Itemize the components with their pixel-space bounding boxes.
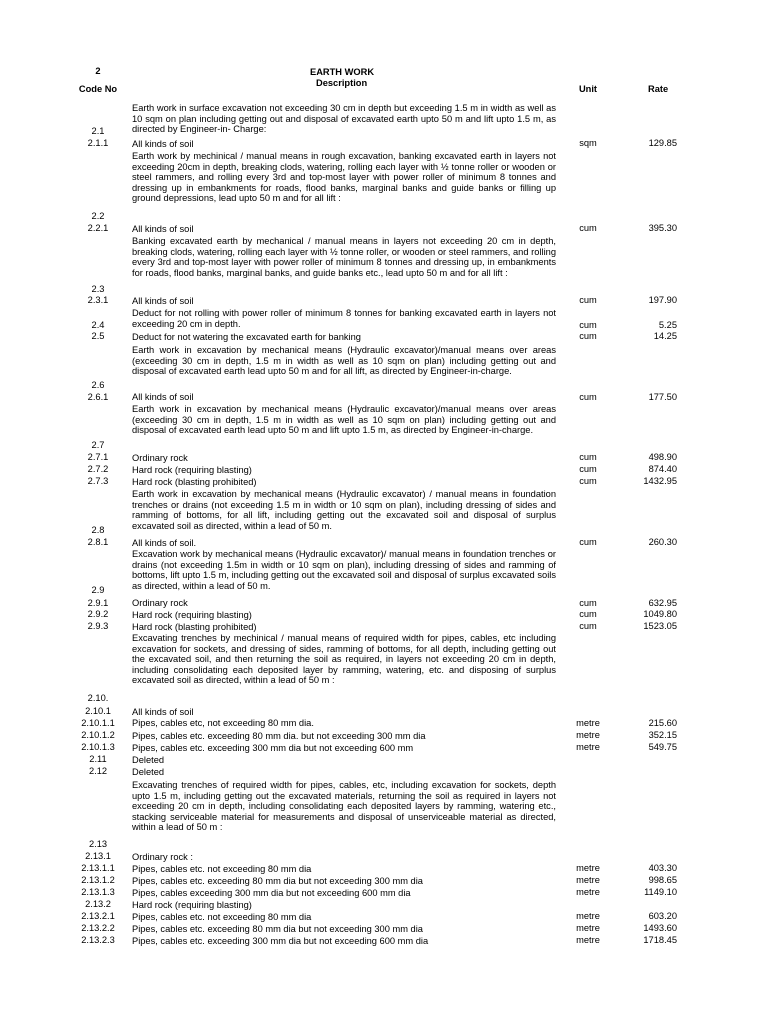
item-unit: metre: [576, 923, 600, 933]
item-code: 2.13.2.2: [81, 923, 115, 933]
item-description: Ordinary rock: [132, 598, 188, 608]
item-unit: metre: [576, 875, 600, 885]
item-code: 2.9.1: [87, 598, 109, 608]
item-rate: 603.20: [648, 911, 677, 921]
item-unit: sqm: [579, 138, 597, 148]
item-code: 2.3: [91, 284, 105, 294]
item-description: Deduct for not watering the excavated earth for banking: [132, 332, 361, 342]
item-rate: 177.50: [648, 392, 677, 402]
item-rate: 352.15: [648, 730, 677, 740]
item-description: Pipes, cables etc. exceeding 300 mm dia but not exceeding 600 mm dia: [132, 936, 429, 946]
item-rate: 1432.95: [643, 476, 677, 486]
item-code: 2.9.2: [87, 609, 109, 619]
item-unit: cum: [579, 464, 597, 474]
item-rate: 215.60: [648, 718, 677, 728]
item-code: 2.10.1.2: [81, 730, 115, 740]
item-code: 2.8: [91, 525, 105, 535]
item-description: Excavating trenches by mechinical / manual means of required width for pipes, cables, etc including excavation for sockets, and dressing of sides, ramming of bottoms, for all depth, including getting out the excavated soil, and then returning the soil as required, in layers not exceeding 20 cm in depth, including consolidating each deposited layer by ramming, watering, etc. and disposing of surplus excavated soil as directed, within a lead of 50 m :: [132, 633, 556, 686]
item-rate: 395.30: [648, 223, 677, 233]
item-code: 2.12: [88, 766, 108, 776]
item-unit: metre: [576, 718, 600, 728]
item-code: 2.6: [91, 380, 105, 390]
item-rate: 403.30: [648, 863, 677, 873]
item-code: 2.13: [88, 839, 108, 849]
item-description: All kinds of soil: [132, 139, 194, 149]
item-description: Pipes, cables etc. exceeding 80 mm dia but not exceeding 300 mm dia: [132, 876, 423, 886]
item-unit: cum: [579, 476, 597, 486]
item-description: All kinds of soil.: [132, 538, 197, 548]
item-description: Excavating trenches of required width for pipes, cables, etc, including excavation for sockets, depth upto 1.5 m, including getting out the excavated materials, returning the soil as required in layers not exceeding 20 cm in depth, including consolidating each deposited layers by ramming, watering etc., stacking serviceable material for measurements and disposal of unserviceable material as directed, within a lead of 50 m :: [132, 780, 556, 833]
item-rate: 1049.80: [643, 609, 677, 619]
item-code: 2.7: [91, 440, 105, 450]
item-description: All kinds of soil: [132, 392, 194, 402]
item-description: Hard rock (requiring blasting): [132, 610, 252, 620]
item-unit: cum: [579, 295, 597, 305]
item-description: Excavation work by mechanical means (Hydraulic excavator)/ manual means in foundation trenches or drains (not exceeding 1.5m in width or 10 sqm on plan), including dressing of sides and ramming of bottoms, lift upto 1.5 m, including getting out the excavated soil and disposal of surplus excavated soils as directed, within a lead of 50 m.: [132, 549, 556, 591]
item-description: All kinds of soil: [132, 224, 194, 234]
item-description: Ordinary rock: [132, 453, 188, 463]
item-code: 2.7.2: [87, 464, 109, 474]
item-description: Pipes, cables etc. not exceeding 80 mm dia: [132, 864, 312, 874]
item-description: Pipes, cables etc, not exceeding 80 mm dia.: [132, 718, 314, 728]
item-description: Pipes, cables etc. exceeding 80 mm dia. but not exceeding 300 mm dia: [132, 731, 426, 741]
item-code: 2.9: [91, 585, 105, 595]
item-description: Hard rock (blasting prohibited): [132, 622, 257, 632]
section-title: EARTH WORK: [310, 67, 375, 77]
item-description: Deduct for not rolling with power roller of minimum 8 tonnes for banking excavated earth in layers not exceeding 20 cm in depth.: [132, 308, 556, 329]
item-code: 2.2.1: [87, 223, 109, 233]
item-rate: 129.85: [648, 138, 677, 148]
item-code: 2.13.2.1: [81, 911, 115, 921]
item-rate: 1718.45: [643, 935, 677, 945]
item-description: Hard rock (blasting prohibited): [132, 477, 257, 487]
item-code: 2.6.1: [87, 392, 109, 402]
item-unit: cum: [579, 452, 597, 462]
item-rate: 5.25: [658, 320, 677, 330]
item-description: Earth work in surface excavation not exceeding 30 cm in depth but exceeding 1.5 m in width as well as 10 sqm on plan including getting out and disposal of excavated earth upto 50 m and lift upto 1.5 m, as directed by Engineer-in- Charge:: [132, 103, 556, 135]
item-code: 2.10.1.1: [81, 718, 115, 728]
item-description: Pipes, cables etc. exceeding 80 mm dia but not exceeding 300 mm dia: [132, 924, 423, 934]
rate-header: Rate: [648, 84, 669, 94]
item-unit: cum: [579, 621, 597, 631]
item-code: 2.13.2.3: [81, 935, 115, 945]
item-description: Pipes, cables etc. exceeding 300 mm dia but not exceeding 600 mm: [132, 743, 414, 753]
item-description: Deleted: [132, 755, 165, 765]
item-code: 2.9.3: [87, 621, 109, 631]
item-code: 2.8.1: [87, 537, 109, 547]
item-code: 2.3.1: [87, 295, 109, 305]
item-description: Earth work in excavation by mechanical means (Hydraulic excavator)/manual means over areas (exceeding 30 cm in depth, 1.5 m in width as well as 10 sqm on plan) including getting out and disposal of excavated earth lead upto 50 m and lift upto 1.5 m, as directed by Engineer-in-charge.: [132, 404, 556, 436]
item-description: Ordinary rock :: [132, 852, 193, 862]
item-rate: 874.40: [648, 464, 677, 474]
item-description: Earth work in excavation by mechanical means (Hydraulic excavator) / manual means in foundation trenches or drains (not exceeding 1.5 m in width or 10 sqm on plan), including dressing of sides and ramming of bottoms, for all lift, including getting out the excavated soil and disposal of surplus excavated soil as directed, within a lead of 50 m.: [132, 489, 556, 531]
item-description: Deleted: [132, 767, 165, 777]
item-rate: 549.75: [648, 742, 677, 752]
item-code: 2.13.1.1: [81, 863, 115, 873]
section-number: 2: [95, 66, 101, 76]
item-unit: metre: [576, 887, 600, 897]
item-rate: 260.30: [648, 537, 677, 547]
item-description: Hard rock (requiring blasting): [132, 465, 252, 475]
item-code: 2.13.1.3: [81, 887, 115, 897]
item-unit: cum: [579, 392, 597, 402]
item-code: 2.13.2: [85, 899, 111, 909]
description-header: Description: [316, 78, 368, 88]
item-code: 2.4: [91, 320, 105, 330]
item-rate: 632.95: [648, 598, 677, 608]
item-unit: metre: [576, 911, 600, 921]
item-rate: 498.90: [648, 452, 677, 462]
item-description: Pipes, cables exceeding 300 mm dia but not exceeding 600 mm dia: [132, 888, 411, 898]
item-unit: cum: [579, 598, 597, 608]
item-description: Earth work by mechinical / manual means in rough excavation, banking excavated earth in layers not exceeding 20cm in depth, breaking clods, watering, rolling each layer with ½ tonne roller or wooden or steel rammers, and rolling every 3rd and top-most layer with power roller of minimum 8 tonnes and dressing up in embankments for roads, flood banks, marginal banks and guide banks or filling up ground depressions, lead upto 50 m and for all lift :: [132, 151, 556, 204]
item-unit: cum: [579, 320, 597, 330]
item-unit: cum: [579, 609, 597, 619]
item-code: 2.10.1: [85, 706, 111, 716]
item-code: 2.10.: [87, 693, 109, 703]
item-description: All kinds of soil: [132, 296, 194, 306]
item-rate: 197.90: [648, 295, 677, 305]
item-unit: metre: [576, 863, 600, 873]
item-code: 2.10.1.3: [81, 742, 115, 752]
item-rate: 1493.60: [643, 923, 677, 933]
item-code: 2.7.3: [87, 476, 109, 486]
code-no-header: Code No: [78, 84, 118, 94]
unit-header: Unit: [578, 84, 598, 94]
item-code: 2.13.1: [85, 851, 111, 861]
item-description: Banking excavated earth by mechanical / manual means in layers not exceeding 20 cm in depth, breaking clods, watering, rolling each layer with ½ tonne roller, or wooden or steel rammers, and rolling every 3rd and top-most layer with power roller of minimum 8 tonnes and dressing up, in embankments for roads, flood banks, marginal banks, and guide banks etc., lead upto 50 m and for all lift :: [132, 236, 556, 278]
item-description: Hard rock (requiring blasting): [132, 900, 252, 910]
item-rate: 14.25: [653, 331, 677, 341]
item-code: 2.13.1.2: [81, 875, 115, 885]
item-rate: 1523.05: [643, 621, 677, 631]
item-unit: cum: [579, 223, 597, 233]
item-unit: cum: [579, 331, 597, 341]
item-code: 2.5: [91, 331, 105, 341]
item-unit: metre: [576, 742, 600, 752]
item-code: 2.1.1: [87, 138, 109, 148]
item-code: 2.2: [91, 211, 105, 221]
item-code: 2.1: [91, 126, 105, 136]
item-unit: cum: [579, 537, 597, 547]
item-rate: 998.65: [648, 875, 677, 885]
item-description: All kinds of soil: [132, 707, 194, 717]
item-code: 2.7.1: [87, 452, 109, 462]
item-description: Earth work in excavation by mechanical means (Hydraulic excavator)/manual means over areas (exceeding 30 cm in depth, 1.5 m in width as well as 10 sqm on plan) including getting out and disposal of excavated earth lead upto 50 m and for all lift, as directed by Engineer-in-charge.: [132, 345, 556, 377]
item-unit: metre: [576, 935, 600, 945]
item-description: Pipes, cables etc. not exceeding 80 mm dia: [132, 912, 312, 922]
item-unit: metre: [576, 730, 600, 740]
item-code: 2.11: [89, 754, 107, 764]
item-rate: 1149.10: [644, 887, 677, 897]
